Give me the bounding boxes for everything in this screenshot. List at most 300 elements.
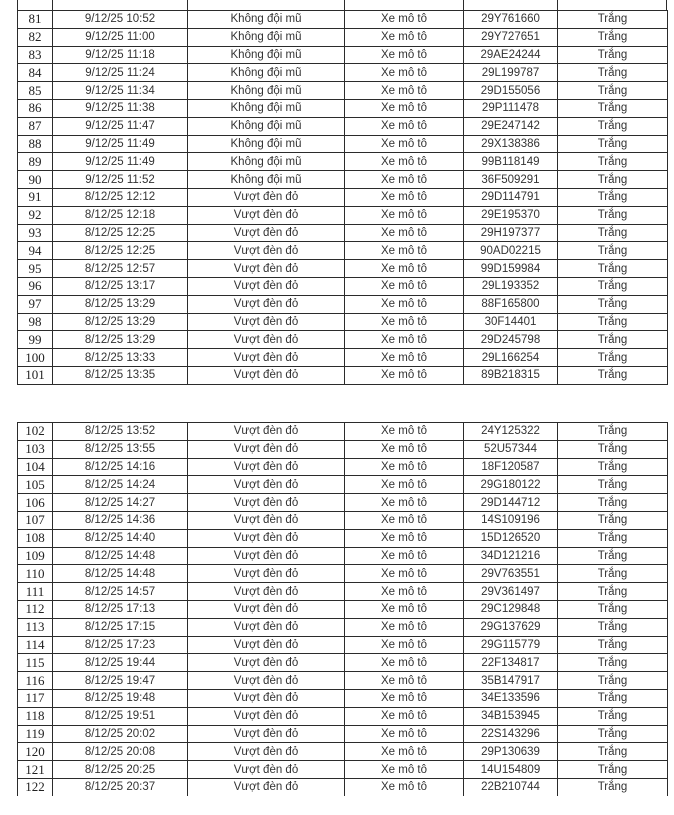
cell-violation: Vượt đèn đỏ bbox=[188, 654, 345, 672]
cell-no: 99 bbox=[18, 331, 53, 349]
cell-color: Trắng bbox=[558, 366, 668, 384]
cell-plate: 29V361497 bbox=[464, 583, 558, 601]
cell-violation: Vượt đèn đỏ bbox=[188, 565, 345, 583]
table-row bbox=[18, 153, 668, 171]
cell-color: Trắng bbox=[558, 64, 668, 82]
cell-vehicle: Xe mô tô bbox=[345, 565, 464, 583]
cell-no: 89 bbox=[18, 153, 53, 171]
cell-plate: 18F120587 bbox=[464, 458, 558, 476]
cell-violation: Không đội mũ bbox=[188, 99, 345, 117]
cell-plate: 29L166254 bbox=[464, 349, 558, 367]
table-row bbox=[18, 82, 668, 100]
table-row bbox=[18, 654, 668, 672]
table-gridline-stub bbox=[463, 0, 464, 10]
cell-violation: Vượt đèn đỏ bbox=[188, 583, 345, 601]
table-row bbox=[18, 349, 668, 367]
cell-plate: 29X138386 bbox=[464, 135, 558, 153]
cell-plate: 88F165800 bbox=[464, 295, 558, 313]
table-row bbox=[18, 600, 668, 618]
cell-no: 102 bbox=[18, 423, 53, 441]
cell-color: Trắng bbox=[558, 277, 668, 295]
cell-color: Trắng bbox=[558, 423, 668, 441]
table-row bbox=[18, 476, 668, 494]
cell-datetime: 8/12/25 20:08 bbox=[53, 743, 188, 761]
cell-color: Trắng bbox=[558, 82, 668, 100]
cell-violation: Vượt đèn đỏ bbox=[188, 295, 345, 313]
cell-no: 120 bbox=[18, 743, 53, 761]
cell-datetime: 9/12/25 10:52 bbox=[53, 11, 188, 29]
cell-color: Trắng bbox=[558, 295, 668, 313]
cell-vehicle: Xe mô tô bbox=[345, 654, 464, 672]
cell-no: 104 bbox=[18, 458, 53, 476]
cell-datetime: 8/12/25 14:36 bbox=[53, 511, 188, 529]
table-row bbox=[18, 689, 668, 707]
table-row bbox=[18, 99, 668, 117]
cell-plate: 29C129848 bbox=[464, 600, 558, 618]
cell-vehicle: Xe mô tô bbox=[345, 547, 464, 565]
cell-vehicle: Xe mô tô bbox=[345, 707, 464, 725]
cell-vehicle: Xe mô tô bbox=[345, 366, 464, 384]
cell-vehicle: Xe mô tô bbox=[345, 511, 464, 529]
cell-vehicle: Xe mô tô bbox=[345, 313, 464, 331]
cell-color: Trắng bbox=[558, 206, 668, 224]
cell-violation: Vượt đèn đỏ bbox=[188, 242, 345, 260]
table-gridline-stub bbox=[187, 0, 188, 10]
cell-no: 92 bbox=[18, 206, 53, 224]
table-row bbox=[18, 260, 668, 278]
cell-vehicle: Xe mô tô bbox=[345, 618, 464, 636]
cell-datetime: 8/12/25 14:24 bbox=[53, 476, 188, 494]
cell-datetime: 8/12/25 13:29 bbox=[53, 331, 188, 349]
table-row bbox=[18, 440, 668, 458]
cell-datetime: 8/12/25 12:25 bbox=[53, 242, 188, 260]
cell-datetime: 8/12/25 17:23 bbox=[53, 636, 188, 654]
cell-datetime: 8/12/25 12:57 bbox=[53, 260, 188, 278]
cell-datetime: 8/12/25 20:37 bbox=[53, 778, 188, 796]
cell-violation: Vượt đèn đỏ bbox=[188, 476, 345, 494]
table-row bbox=[18, 295, 668, 313]
cell-no: 84 bbox=[18, 64, 53, 82]
cell-violation: Không đội mũ bbox=[188, 171, 345, 189]
cell-color: Trắng bbox=[558, 46, 668, 64]
cell-datetime: 8/12/25 13:29 bbox=[53, 295, 188, 313]
cell-violation: Không đội mũ bbox=[188, 11, 345, 29]
violations-table-page2 bbox=[17, 422, 668, 796]
cell-no: 110 bbox=[18, 565, 53, 583]
table-row bbox=[18, 565, 668, 583]
table-row bbox=[18, 117, 668, 135]
table-gridline-stub bbox=[666, 0, 667, 10]
table-row bbox=[18, 583, 668, 601]
cell-no: 91 bbox=[18, 188, 53, 206]
cell-plate: 29V763551 bbox=[464, 565, 558, 583]
table-row bbox=[18, 778, 668, 796]
table-row bbox=[18, 171, 668, 189]
cell-vehicle: Xe mô tô bbox=[345, 28, 464, 46]
cell-vehicle: Xe mô tô bbox=[345, 672, 464, 690]
cell-no: 103 bbox=[18, 440, 53, 458]
cell-vehicle: Xe mô tô bbox=[345, 458, 464, 476]
cell-color: Trắng bbox=[558, 618, 668, 636]
cell-color: Trắng bbox=[558, 654, 668, 672]
cell-vehicle: Xe mô tô bbox=[345, 171, 464, 189]
cell-color: Trắng bbox=[558, 636, 668, 654]
cell-plate: 22B210744 bbox=[464, 778, 558, 796]
cell-plate: 29G115779 bbox=[464, 636, 558, 654]
cell-vehicle: Xe mô tô bbox=[345, 583, 464, 601]
cell-violation: Vượt đèn đỏ bbox=[188, 618, 345, 636]
cell-no: 118 bbox=[18, 707, 53, 725]
cell-color: Trắng bbox=[558, 600, 668, 618]
table-row bbox=[18, 761, 668, 779]
cell-violation: Vượt đèn đỏ bbox=[188, 778, 345, 796]
cell-vehicle: Xe mô tô bbox=[345, 778, 464, 796]
cell-color: Trắng bbox=[558, 171, 668, 189]
cell-violation: Vượt đèn đỏ bbox=[188, 725, 345, 743]
table-row bbox=[18, 725, 668, 743]
cell-violation: Vượt đèn đỏ bbox=[188, 349, 345, 367]
cell-color: Trắng bbox=[558, 440, 668, 458]
cell-plate: 52U57344 bbox=[464, 440, 558, 458]
cell-color: Trắng bbox=[558, 28, 668, 46]
cell-violation: Vượt đèn đỏ bbox=[188, 458, 345, 476]
table-row bbox=[18, 135, 668, 153]
table-row bbox=[18, 64, 668, 82]
cell-plate: 29Y727651 bbox=[464, 28, 558, 46]
cell-vehicle: Xe mô tô bbox=[345, 260, 464, 278]
cell-vehicle: Xe mô tô bbox=[345, 349, 464, 367]
cell-no: 87 bbox=[18, 117, 53, 135]
table-row bbox=[18, 672, 668, 690]
cell-violation: Vượt đèn đỏ bbox=[188, 707, 345, 725]
table-row bbox=[18, 511, 668, 529]
cell-plate: 34E133596 bbox=[464, 689, 558, 707]
cell-no: 96 bbox=[18, 277, 53, 295]
cell-violation: Vượt đèn đỏ bbox=[188, 206, 345, 224]
cell-no: 86 bbox=[18, 99, 53, 117]
cell-datetime: 8/12/25 19:51 bbox=[53, 707, 188, 725]
cell-violation: Không đội mũ bbox=[188, 135, 345, 153]
cell-no: 82 bbox=[18, 28, 53, 46]
cell-vehicle: Xe mô tô bbox=[345, 82, 464, 100]
cell-no: 94 bbox=[18, 242, 53, 260]
cell-color: Trắng bbox=[558, 11, 668, 29]
cell-vehicle: Xe mô tô bbox=[345, 761, 464, 779]
cell-plate: 14U154809 bbox=[464, 761, 558, 779]
cell-plate: 29AE24244 bbox=[464, 46, 558, 64]
cell-plate: 29H197377 bbox=[464, 224, 558, 242]
cell-vehicle: Xe mô tô bbox=[345, 600, 464, 618]
cell-datetime: 8/12/25 13:29 bbox=[53, 313, 188, 331]
cell-color: Trắng bbox=[558, 331, 668, 349]
table-row bbox=[18, 636, 668, 654]
cell-violation: Vượt đèn đỏ bbox=[188, 366, 345, 384]
table-row bbox=[18, 28, 668, 46]
cell-vehicle: Xe mô tô bbox=[345, 153, 464, 171]
cell-plate: 22F134817 bbox=[464, 654, 558, 672]
table-body bbox=[18, 423, 668, 797]
cell-datetime: 8/12/25 14:57 bbox=[53, 583, 188, 601]
cell-no: 106 bbox=[18, 494, 53, 512]
cell-datetime: 8/12/25 12:12 bbox=[53, 188, 188, 206]
cell-no: 119 bbox=[18, 725, 53, 743]
cell-color: Trắng bbox=[558, 707, 668, 725]
cell-plate: 29P130639 bbox=[464, 743, 558, 761]
cell-datetime: 8/12/25 14:48 bbox=[53, 565, 188, 583]
table-row bbox=[18, 188, 668, 206]
cell-vehicle: Xe mô tô bbox=[345, 529, 464, 547]
cell-no: 116 bbox=[18, 672, 53, 690]
cell-color: Trắng bbox=[558, 761, 668, 779]
cell-plate: 36F509291 bbox=[464, 171, 558, 189]
cell-violation: Vượt đèn đỏ bbox=[188, 313, 345, 331]
cell-no: 109 bbox=[18, 547, 53, 565]
cell-violation: Vượt đèn đỏ bbox=[188, 188, 345, 206]
cell-vehicle: Xe mô tô bbox=[345, 117, 464, 135]
table-row bbox=[18, 46, 668, 64]
cell-datetime: 8/12/25 17:13 bbox=[53, 600, 188, 618]
cell-vehicle: Xe mô tô bbox=[345, 725, 464, 743]
cell-vehicle: Xe mô tô bbox=[345, 295, 464, 313]
cell-color: Trắng bbox=[558, 672, 668, 690]
cell-datetime: 8/12/25 19:48 bbox=[53, 689, 188, 707]
cell-datetime: 9/12/25 11:49 bbox=[53, 135, 188, 153]
table-row bbox=[18, 313, 668, 331]
cell-datetime: 8/12/25 13:33 bbox=[53, 349, 188, 367]
cell-datetime: 9/12/25 11:52 bbox=[53, 171, 188, 189]
cell-violation: Vượt đèn đỏ bbox=[188, 440, 345, 458]
cell-violation: Vượt đèn đỏ bbox=[188, 260, 345, 278]
cell-no: 122 bbox=[18, 778, 53, 796]
cell-vehicle: Xe mô tô bbox=[345, 331, 464, 349]
cell-no: 97 bbox=[18, 295, 53, 313]
cell-violation: Không đội mũ bbox=[188, 28, 345, 46]
cell-no: 115 bbox=[18, 654, 53, 672]
cell-plate: 90AD02215 bbox=[464, 242, 558, 260]
cell-vehicle: Xe mô tô bbox=[345, 46, 464, 64]
cell-violation: Vượt đèn đỏ bbox=[188, 600, 345, 618]
cell-no: 90 bbox=[18, 171, 53, 189]
cell-datetime: 9/12/25 11:47 bbox=[53, 117, 188, 135]
cell-no: 95 bbox=[18, 260, 53, 278]
cell-plate: 34D121216 bbox=[464, 547, 558, 565]
cell-vehicle: Xe mô tô bbox=[345, 206, 464, 224]
cell-violation: Vượt đèn đỏ bbox=[188, 423, 345, 441]
cell-violation: Vượt đèn đỏ bbox=[188, 689, 345, 707]
cell-plate: 14S109196 bbox=[464, 511, 558, 529]
table-row bbox=[18, 547, 668, 565]
cell-datetime: 8/12/25 13:55 bbox=[53, 440, 188, 458]
cell-vehicle: Xe mô tô bbox=[345, 224, 464, 242]
cell-violation: Không đội mũ bbox=[188, 46, 345, 64]
cell-plate: 15D126520 bbox=[464, 529, 558, 547]
table-row bbox=[18, 458, 668, 476]
cell-violation: Vượt đèn đỏ bbox=[188, 224, 345, 242]
cell-plate: 29G180122 bbox=[464, 476, 558, 494]
table-row bbox=[18, 224, 668, 242]
cell-plate: 29D245798 bbox=[464, 331, 558, 349]
cell-violation: Vượt đèn đỏ bbox=[188, 636, 345, 654]
cell-datetime: 8/12/25 19:44 bbox=[53, 654, 188, 672]
cell-plate: 29L199787 bbox=[464, 64, 558, 82]
cell-violation: Vượt đèn đỏ bbox=[188, 331, 345, 349]
cell-violation: Không đội mũ bbox=[188, 82, 345, 100]
cell-no: 111 bbox=[18, 583, 53, 601]
cell-color: Trắng bbox=[558, 743, 668, 761]
cell-datetime: 8/12/25 14:16 bbox=[53, 458, 188, 476]
cell-plate: 29E195370 bbox=[464, 206, 558, 224]
table-row bbox=[18, 331, 668, 349]
cell-datetime: 9/12/25 11:38 bbox=[53, 99, 188, 117]
cell-vehicle: Xe mô tô bbox=[345, 689, 464, 707]
cell-no: 98 bbox=[18, 313, 53, 331]
table-row bbox=[18, 11, 668, 29]
table-row bbox=[18, 277, 668, 295]
cell-violation: Vượt đèn đỏ bbox=[188, 761, 345, 779]
cell-vehicle: Xe mô tô bbox=[345, 743, 464, 761]
cell-plate: 29D144712 bbox=[464, 494, 558, 512]
cell-plate: 34B153945 bbox=[464, 707, 558, 725]
cell-plate: 89B218315 bbox=[464, 366, 558, 384]
cell-color: Trắng bbox=[558, 494, 668, 512]
cell-datetime: 9/12/25 11:49 bbox=[53, 153, 188, 171]
cell-color: Trắng bbox=[558, 224, 668, 242]
cell-color: Trắng bbox=[558, 511, 668, 529]
table-gridline-stub bbox=[557, 0, 558, 10]
cell-datetime: 8/12/25 14:40 bbox=[53, 529, 188, 547]
cell-plate: 29D155056 bbox=[464, 82, 558, 100]
cell-color: Trắng bbox=[558, 778, 668, 796]
cell-color: Trắng bbox=[558, 313, 668, 331]
cell-violation: Vượt đèn đỏ bbox=[188, 529, 345, 547]
cell-datetime: 8/12/25 13:17 bbox=[53, 277, 188, 295]
table-row bbox=[18, 743, 668, 761]
cell-violation: Vượt đèn đỏ bbox=[188, 511, 345, 529]
cell-datetime: 8/12/25 14:48 bbox=[53, 547, 188, 565]
table-row bbox=[18, 494, 668, 512]
cell-no: 93 bbox=[18, 224, 53, 242]
cell-color: Trắng bbox=[558, 565, 668, 583]
cell-color: Trắng bbox=[558, 689, 668, 707]
table-row bbox=[18, 423, 668, 441]
cell-datetime: 8/12/25 12:25 bbox=[53, 224, 188, 242]
table-row bbox=[18, 707, 668, 725]
cell-color: Trắng bbox=[558, 529, 668, 547]
table-gridline-stub bbox=[52, 0, 53, 10]
cell-color: Trắng bbox=[558, 99, 668, 117]
cell-vehicle: Xe mô tô bbox=[345, 64, 464, 82]
cell-violation: Vượt đèn đỏ bbox=[188, 743, 345, 761]
cell-plate: 22S143296 bbox=[464, 725, 558, 743]
table-row bbox=[18, 206, 668, 224]
cell-violation: Vượt đèn đỏ bbox=[188, 672, 345, 690]
cell-no: 121 bbox=[18, 761, 53, 779]
cell-no: 88 bbox=[18, 135, 53, 153]
cell-color: Trắng bbox=[558, 242, 668, 260]
cell-no: 105 bbox=[18, 476, 53, 494]
cell-color: Trắng bbox=[558, 117, 668, 135]
table-row bbox=[18, 366, 668, 384]
cell-no: 83 bbox=[18, 46, 53, 64]
cell-violation: Không đội mũ bbox=[188, 117, 345, 135]
cell-color: Trắng bbox=[558, 583, 668, 601]
cell-plate: 29G137629 bbox=[464, 618, 558, 636]
cell-violation: Vượt đèn đỏ bbox=[188, 547, 345, 565]
cell-vehicle: Xe mô tô bbox=[345, 494, 464, 512]
cell-no: 107 bbox=[18, 511, 53, 529]
cell-datetime: 8/12/25 20:25 bbox=[53, 761, 188, 779]
cell-vehicle: Xe mô tô bbox=[345, 423, 464, 441]
cell-vehicle: Xe mô tô bbox=[345, 440, 464, 458]
cell-vehicle: Xe mô tô bbox=[345, 188, 464, 206]
cell-vehicle: Xe mô tô bbox=[345, 277, 464, 295]
cell-plate: 29D114791 bbox=[464, 188, 558, 206]
cell-no: 100 bbox=[18, 349, 53, 367]
cell-color: Trắng bbox=[558, 349, 668, 367]
cell-color: Trắng bbox=[558, 725, 668, 743]
cell-datetime: 8/12/25 20:02 bbox=[53, 725, 188, 743]
cell-plate: 35B147917 bbox=[464, 672, 558, 690]
cell-datetime: 9/12/25 11:34 bbox=[53, 82, 188, 100]
table-body bbox=[18, 11, 668, 385]
table-row bbox=[18, 618, 668, 636]
table-gridline-stub bbox=[17, 0, 18, 10]
cell-color: Trắng bbox=[558, 135, 668, 153]
cell-vehicle: Xe mô tô bbox=[345, 11, 464, 29]
cell-violation: Vượt đèn đỏ bbox=[188, 277, 345, 295]
cell-no: 108 bbox=[18, 529, 53, 547]
cell-no: 85 bbox=[18, 82, 53, 100]
cell-datetime: 9/12/25 11:24 bbox=[53, 64, 188, 82]
cell-datetime: 8/12/25 13:52 bbox=[53, 423, 188, 441]
cell-vehicle: Xe mô tô bbox=[345, 99, 464, 117]
cell-color: Trắng bbox=[558, 458, 668, 476]
cell-datetime: 8/12/25 12:18 bbox=[53, 206, 188, 224]
table-gridline-stub bbox=[344, 0, 345, 10]
cell-plate: 99D159984 bbox=[464, 260, 558, 278]
cell-no: 113 bbox=[18, 618, 53, 636]
cell-vehicle: Xe mô tô bbox=[345, 135, 464, 153]
cell-datetime: 9/12/25 11:00 bbox=[53, 28, 188, 46]
cell-plate: 24Y125322 bbox=[464, 423, 558, 441]
cell-color: Trắng bbox=[558, 260, 668, 278]
cell-color: Trắng bbox=[558, 153, 668, 171]
cell-color: Trắng bbox=[558, 476, 668, 494]
cell-datetime: 8/12/25 17:15 bbox=[53, 618, 188, 636]
cell-plate: 30F14401 bbox=[464, 313, 558, 331]
cell-datetime: 9/12/25 11:18 bbox=[53, 46, 188, 64]
cell-vehicle: Xe mô tô bbox=[345, 242, 464, 260]
cell-color: Trắng bbox=[558, 188, 668, 206]
cell-plate: 29E247142 bbox=[464, 117, 558, 135]
cell-datetime: 8/12/25 13:35 bbox=[53, 366, 188, 384]
table-row bbox=[18, 242, 668, 260]
cell-plate: 29Y761660 bbox=[464, 11, 558, 29]
cell-vehicle: Xe mô tô bbox=[345, 636, 464, 654]
cell-violation: Không đội mũ bbox=[188, 64, 345, 82]
cell-plate: 29L193352 bbox=[464, 277, 558, 295]
table-row bbox=[18, 529, 668, 547]
cell-violation: Vượt đèn đỏ bbox=[188, 494, 345, 512]
cell-no: 81 bbox=[18, 11, 53, 29]
cell-color: Trắng bbox=[558, 547, 668, 565]
cell-vehicle: Xe mô tô bbox=[345, 476, 464, 494]
cell-no: 117 bbox=[18, 689, 53, 707]
cell-datetime: 8/12/25 14:27 bbox=[53, 494, 188, 512]
cell-datetime: 8/12/25 19:47 bbox=[53, 672, 188, 690]
cell-plate: 29P111478 bbox=[464, 99, 558, 117]
cell-no: 101 bbox=[18, 366, 53, 384]
